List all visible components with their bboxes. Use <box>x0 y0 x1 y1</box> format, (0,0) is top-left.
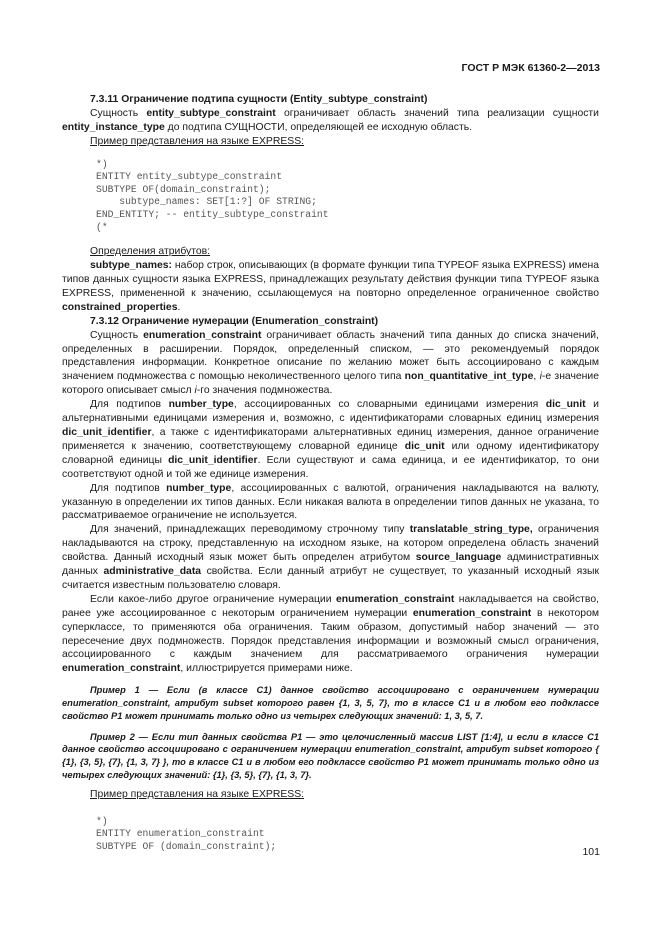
example-1-note: Пример 1 — Если (в классе С1) данное свойство ассоциировано с ограничением нумерации enumeration_constraint, атрибут subset которого равен {1, 3, 5, 7}, то в классе С1 и в любом его подклассе свойство Р1 может принимать только одно из четырех следующих значений: 1, 3, 5, 7. <box>62 685 599 721</box>
section-7-3-12-paragraph-2: Для подтипов number_type, ассоциированных со словарными единицами измерения dic_unit и альтернативными единицами измерения и, возможно, с идентификаторами словарных единиц измерения dic_unit_identifier, а также с идентификаторами альтернативных единиц измерения, данное ограничение применяется к значению, соответствующему словарной единице dic_unit или одному идентификатору словарной единицы dic_unit_identifier. Если существуют и сама единица, и ее идентификатор, то они соответствуют одной и той же единице измерения. <box>62 399 599 480</box>
example-2-note: Пример 2 — Если тип данных свойства Р1 — это целочисленный массив LIST [1:4], и если в классе С1 данное свойство ассоциировано с ограничением нумерации enumeration_constraint, атрибут subset которого { {1}, {3, 5}, {7}, {1, 3, 7} }, то в классе С1 и в любом его подклассе свойство Р1 может принимать только одно из четырех следующих значений: {1}, {3, 5}, {7}, {1, 3, 7}. <box>62 731 599 781</box>
section-7-3-12-paragraph-4: Для значений, принадлежащих переводимому строчному типу translatable_string_type, ограничения накладываются на строку, представленную на исходном языке, на котором определена область значений свойства. Данный исходный язык может быть определен атрибутом source_language административных данных administrative_data свойства. Если данный атрибут не существует, то указанный исходный язык считается известным пользователю словаря. <box>62 524 599 591</box>
section-7-3-11-title: 7.3.11 Ограничение подтипа сущности (Entity_subtype_constraint) <box>90 94 428 105</box>
section-7-3-11-paragraph: Сущность entity_subtype_constraint ограничивает область значений типа реализации сущности entity_instance_type до подтипа СУЩНОСТИ, определяющей ее исходную область. <box>62 107 599 133</box>
page-content <box>62 93 599 854</box>
express-example-label-2: Пример представления на языке EXPRESS: <box>90 788 305 800</box>
section-7-3-12-title: 7.3.12 Ограничение нумерации (Enumeration_constraint) <box>90 315 379 327</box>
section-7-3-12-paragraph-3: Для подтипов number_type, ассоциированных с валютой, ограничения накладываются на валюту, указанную в определении их типов данных. Если никакая валюта в определении типов данных не указана, то рассматриваемое ограничение не используется. <box>62 482 599 522</box>
standard-code-header: ГОСТ Р МЭК 61360-2—2013 <box>461 62 600 74</box>
express-example-label-1: Пример представления на языке EXPRESS: <box>90 135 305 147</box>
page-number: 101 <box>582 846 600 858</box>
attribute-definitions-label: Определения атрибутов: <box>90 246 211 258</box>
section-7-3-12-paragraph-5: Если какое-либо другое ограничение нумерации enumeration_constraint накладывается на свойство, ранее уже ассоциированное с некоторым ограничением нумерации enumeration_constraint в некотором суперклассе, то применяются оба ограничения. Таким образом, допустимый набор значений — это пересечение двух подмножеств. Порядок представления информации и возможный смысл ограничения, ассоциированного с каждым значением для рассматриваемого ограничения нумерации enumeration_constraint, иллюстрируется примерами ниже. <box>62 593 600 675</box>
section-7-3-12-paragraph-1: Сущность enumeration_constraint ограничивает область значений типа данных до списка значений, определенных в расширении. Порядок, определенный списком, — это рекомендуемый порядок представления информации. Конкретное описание по желанию может быть ассоциировано с каждым значением подмножества с помощью неколичественного целого типа non_quantitative_int_type, i-е значение которого описывает смысл i-го значения подмножества. <box>62 329 599 397</box>
express-code-block-2: *) ENTITY enumeration_constraint SUBTYPE OF (domain_constraint); <box>96 815 277 852</box>
attribute-definition-paragraph: subtype_names: набор строк, описывающих (в формате функции типа TYPEOF языка EXPRESS) имена типов данных сущности языка EXPRESS, принадлежащих результату действия функции типа TYPEOF языка EXPRESS, примененной к значению, ссылающемуся на повторно определенное ограниченное свойство constrained_properties. <box>62 260 599 313</box>
express-code-block-1: *) ENTITY entity_subtype_constraint SUBTYPE OF(domain_constraint); subtype_names: SET[1:?] OF STRING; END_ENTITY; -- entity_subtype_constraint (* <box>96 158 329 233</box>
